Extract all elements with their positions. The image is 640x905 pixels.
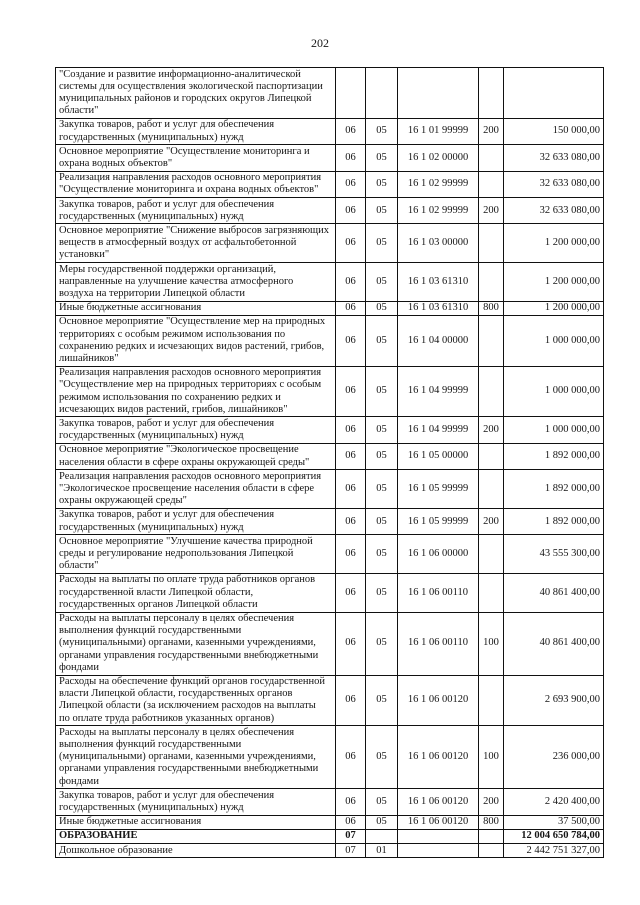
cell-subsection: 05 [366, 366, 398, 417]
cell-subsection: 05 [366, 315, 398, 366]
cell-expense-type: 200 [479, 417, 504, 443]
cell-section: 06 [336, 815, 366, 829]
cell-section: 06 [336, 535, 366, 574]
cell-description: Расходы на выплаты по оплате труда работников органов государственной власти Липецкой области, государственных органов Липецкой области [56, 573, 336, 612]
cell-expense-type [479, 68, 504, 119]
cell-target-article: 16 1 06 00120 [398, 789, 479, 815]
cell-target-article: 16 1 05 00000 [398, 443, 479, 469]
cell-amount: 37 500,00 [504, 815, 604, 829]
table-body [56, 68, 604, 858]
cell-section: 06 [336, 417, 366, 443]
table-row [56, 612, 604, 675]
cell-description: Реализация направления расходов основного мероприятия "Осуществление мер на природных территориях с особым режимом использования по сохранению редких и исчезающих видов растений, грибов, лишайников" [56, 366, 336, 417]
table-row [56, 829, 604, 843]
cell-expense-type [479, 535, 504, 574]
cell-amount: 1 000 000,00 [504, 315, 604, 366]
cell-amount: 12 004 650 784,00 [504, 829, 604, 843]
table-row [56, 68, 604, 119]
table-row [56, 198, 604, 224]
cell-description: Иные бюджетные ассигнования [56, 301, 336, 315]
cell-section: 06 [336, 726, 366, 789]
cell-description: Меры государственной поддержки организаций, направленные на улучшение качества атмосферного воздуха на территории Липецкой области [56, 263, 336, 302]
cell-target-article: 16 1 06 00120 [398, 726, 479, 789]
table-row [56, 301, 604, 315]
cell-description: Основное мероприятие "Осуществление мер на природных территориях с особым режимом использования по сохранению редких и исчезающих видов растений, грибов, лишайников" [56, 315, 336, 366]
cell-target-article: 16 1 06 00120 [398, 675, 479, 726]
cell-amount: 1 892 000,00 [504, 443, 604, 469]
cell-amount: 1 000 000,00 [504, 417, 604, 443]
table-row [56, 145, 604, 171]
table-row [56, 815, 604, 829]
cell-target-article [398, 829, 479, 843]
cell-subsection: 05 [366, 726, 398, 789]
cell-subsection: 05 [366, 612, 398, 675]
cell-expense-type [479, 443, 504, 469]
cell-section: 06 [336, 301, 366, 315]
cell-expense-type [479, 315, 504, 366]
cell-section: 06 [336, 224, 366, 263]
cell-target-article: 16 1 02 99999 [398, 198, 479, 224]
cell-expense-type [479, 829, 504, 843]
cell-subsection: 05 [366, 470, 398, 509]
cell-subsection: 05 [366, 675, 398, 726]
cell-section: 06 [336, 198, 366, 224]
cell-description: Дошкольное образование [56, 844, 336, 858]
cell-target-article: 16 1 03 00000 [398, 224, 479, 263]
cell-amount [504, 68, 604, 119]
table-row [56, 224, 604, 263]
cell-description: Реализация направления расходов основного мероприятия "Экологическое просвещение населения области в сфере охраны окружающей среды" [56, 470, 336, 509]
cell-amount: 32 633 080,00 [504, 171, 604, 197]
cell-description: "Создание и развитие информационно-аналитической системы для осуществления экологической паспортизации муниципальных районов и городских округов Липецкой области" [56, 68, 336, 119]
table-row [56, 844, 604, 858]
cell-amount: 32 633 080,00 [504, 198, 604, 224]
cell-description: Закупка товаров, работ и услуг для обеспечения государственных (муниципальных) нужд [56, 789, 336, 815]
cell-amount: 1 000 000,00 [504, 366, 604, 417]
cell-description: Закупка товаров, работ и услуг для обеспечения государственных (муниципальных) нужд [56, 508, 336, 534]
cell-section: 07 [336, 844, 366, 858]
cell-subsection: 01 [366, 844, 398, 858]
table-row [56, 789, 604, 815]
cell-target-article: 16 1 05 99999 [398, 508, 479, 534]
cell-expense-type [479, 470, 504, 509]
cell-subsection: 05 [366, 508, 398, 534]
cell-section: 06 [336, 470, 366, 509]
cell-amount: 2 693 900,00 [504, 675, 604, 726]
cell-expense-type: 200 [479, 118, 504, 144]
cell-expense-type: 200 [479, 508, 504, 534]
cell-target-article: 16 1 06 00000 [398, 535, 479, 574]
cell-subsection: 05 [366, 535, 398, 574]
cell-expense-type [479, 366, 504, 417]
cell-amount: 236 000,00 [504, 726, 604, 789]
table-row [56, 263, 604, 302]
table-row [56, 443, 604, 469]
cell-target-article [398, 68, 479, 119]
cell-description: Расходы на выплаты персоналу в целях обеспечения выполнения функций государственными (муниципальными) органами, казенными учреждениями, органами управления государственными внебюджетными фондами [56, 726, 336, 789]
cell-expense-type: 200 [479, 789, 504, 815]
cell-target-article: 16 1 06 00110 [398, 573, 479, 612]
cell-section: 06 [336, 171, 366, 197]
cell-section: 06 [336, 366, 366, 417]
cell-description: Закупка товаров, работ и услуг для обеспечения государственных (муниципальных) нужд [56, 417, 336, 443]
cell-amount: 43 555 300,00 [504, 535, 604, 574]
cell-section: 06 [336, 508, 366, 534]
cell-subsection: 05 [366, 145, 398, 171]
cell-amount: 40 861 400,00 [504, 573, 604, 612]
budget-table [55, 67, 604, 858]
cell-subsection: 05 [366, 789, 398, 815]
cell-expense-type [479, 145, 504, 171]
cell-description: Закупка товаров, работ и услуг для обеспечения государственных (муниципальных) нужд [56, 198, 336, 224]
cell-target-article: 16 1 02 99999 [398, 171, 479, 197]
cell-subsection: 05 [366, 573, 398, 612]
cell-expense-type: 100 [479, 612, 504, 675]
cell-target-article: 16 1 04 99999 [398, 366, 479, 417]
cell-expense-type [479, 844, 504, 858]
table-row [56, 118, 604, 144]
cell-section: 06 [336, 573, 366, 612]
cell-subsection: 05 [366, 198, 398, 224]
cell-expense-type [479, 171, 504, 197]
cell-target-article: 16 1 01 99999 [398, 118, 479, 144]
table-row [56, 315, 604, 366]
table-row [56, 535, 604, 574]
cell-expense-type [479, 263, 504, 302]
table-row [56, 366, 604, 417]
cell-target-article: 16 1 04 99999 [398, 417, 479, 443]
cell-amount: 1 200 000,00 [504, 224, 604, 263]
cell-section [336, 68, 366, 119]
cell-amount: 1 892 000,00 [504, 470, 604, 509]
cell-target-article: 16 1 05 99999 [398, 470, 479, 509]
cell-subsection: 05 [366, 301, 398, 315]
cell-description: Основное мероприятие "Улучшение качества природной среды и регулирование недропользования Липецкой области" [56, 535, 336, 574]
cell-target-article: 16 1 06 00120 [398, 815, 479, 829]
cell-section: 06 [336, 675, 366, 726]
cell-description: Расходы на выплаты персоналу в целях обеспечения выполнения функций государственными (муниципальными) органами, казенными учреждениями, органами управления государственными внебюджетными фондами [56, 612, 336, 675]
cell-section: 06 [336, 145, 366, 171]
cell-amount: 2 420 400,00 [504, 789, 604, 815]
cell-subsection [366, 68, 398, 119]
cell-amount: 32 633 080,00 [504, 145, 604, 171]
cell-expense-type [479, 573, 504, 612]
cell-subsection: 05 [366, 417, 398, 443]
cell-section: 06 [336, 263, 366, 302]
cell-section: 06 [336, 443, 366, 469]
cell-subsection: 05 [366, 171, 398, 197]
table-row [56, 171, 604, 197]
cell-expense-type: 200 [479, 198, 504, 224]
cell-description: Основное мероприятие "Осуществление мониторинга и охрана водных объектов" [56, 145, 336, 171]
cell-description: Закупка товаров, работ и услуг для обеспечения государственных (муниципальных) нужд [56, 118, 336, 144]
cell-section: 07 [336, 829, 366, 843]
table-row [56, 417, 604, 443]
table-row [56, 508, 604, 534]
cell-target-article [398, 844, 479, 858]
table-row [56, 573, 604, 612]
cell-target-article: 16 1 02 00000 [398, 145, 479, 171]
table-row [56, 726, 604, 789]
cell-amount: 2 442 751 327,00 [504, 844, 604, 858]
cell-description: Иные бюджетные ассигнования [56, 815, 336, 829]
cell-subsection: 05 [366, 263, 398, 302]
cell-section: 06 [336, 612, 366, 675]
cell-subsection: 05 [366, 815, 398, 829]
cell-amount: 1 892 000,00 [504, 508, 604, 534]
cell-description: ОБРАЗОВАНИЕ [56, 829, 336, 843]
table-row [56, 675, 604, 726]
cell-expense-type: 800 [479, 815, 504, 829]
cell-section: 06 [336, 315, 366, 366]
cell-description: Расходы на обеспечение функций органов государственной власти Липецкой области, государственных органов Липецкой области (за исключением расходов на выплаты по оплате труда работников указанных органов) [56, 675, 336, 726]
cell-target-article: 16 1 03 61310 [398, 263, 479, 302]
cell-expense-type: 800 [479, 301, 504, 315]
cell-description: Основное мероприятие "Экологическое просвещение населения области в сфере охраны окружающей среды" [56, 443, 336, 469]
cell-subsection: 05 [366, 118, 398, 144]
cell-target-article: 16 1 04 00000 [398, 315, 479, 366]
table-row [56, 470, 604, 509]
cell-section: 06 [336, 789, 366, 815]
cell-expense-type: 100 [479, 726, 504, 789]
cell-subsection: 05 [366, 443, 398, 469]
cell-amount: 1 200 000,00 [504, 301, 604, 315]
cell-target-article: 16 1 06 00110 [398, 612, 479, 675]
cell-amount: 1 200 000,00 [504, 263, 604, 302]
page-number: 202 [311, 36, 329, 50]
cell-description: Реализация направления расходов основного мероприятия "Осуществление мониторинга и охрана водных объектов" [56, 171, 336, 197]
cell-section: 06 [336, 118, 366, 144]
cell-target-article: 16 1 03 61310 [398, 301, 479, 315]
cell-amount: 150 000,00 [504, 118, 604, 144]
cell-description: Основное мероприятие "Снижение выбросов загрязняющих веществ в атмосферный воздух от асфальтобетонной установки" [56, 224, 336, 263]
cell-expense-type [479, 675, 504, 726]
cell-subsection [366, 829, 398, 843]
cell-expense-type [479, 224, 504, 263]
cell-amount: 40 861 400,00 [504, 612, 604, 675]
cell-subsection: 05 [366, 224, 398, 263]
